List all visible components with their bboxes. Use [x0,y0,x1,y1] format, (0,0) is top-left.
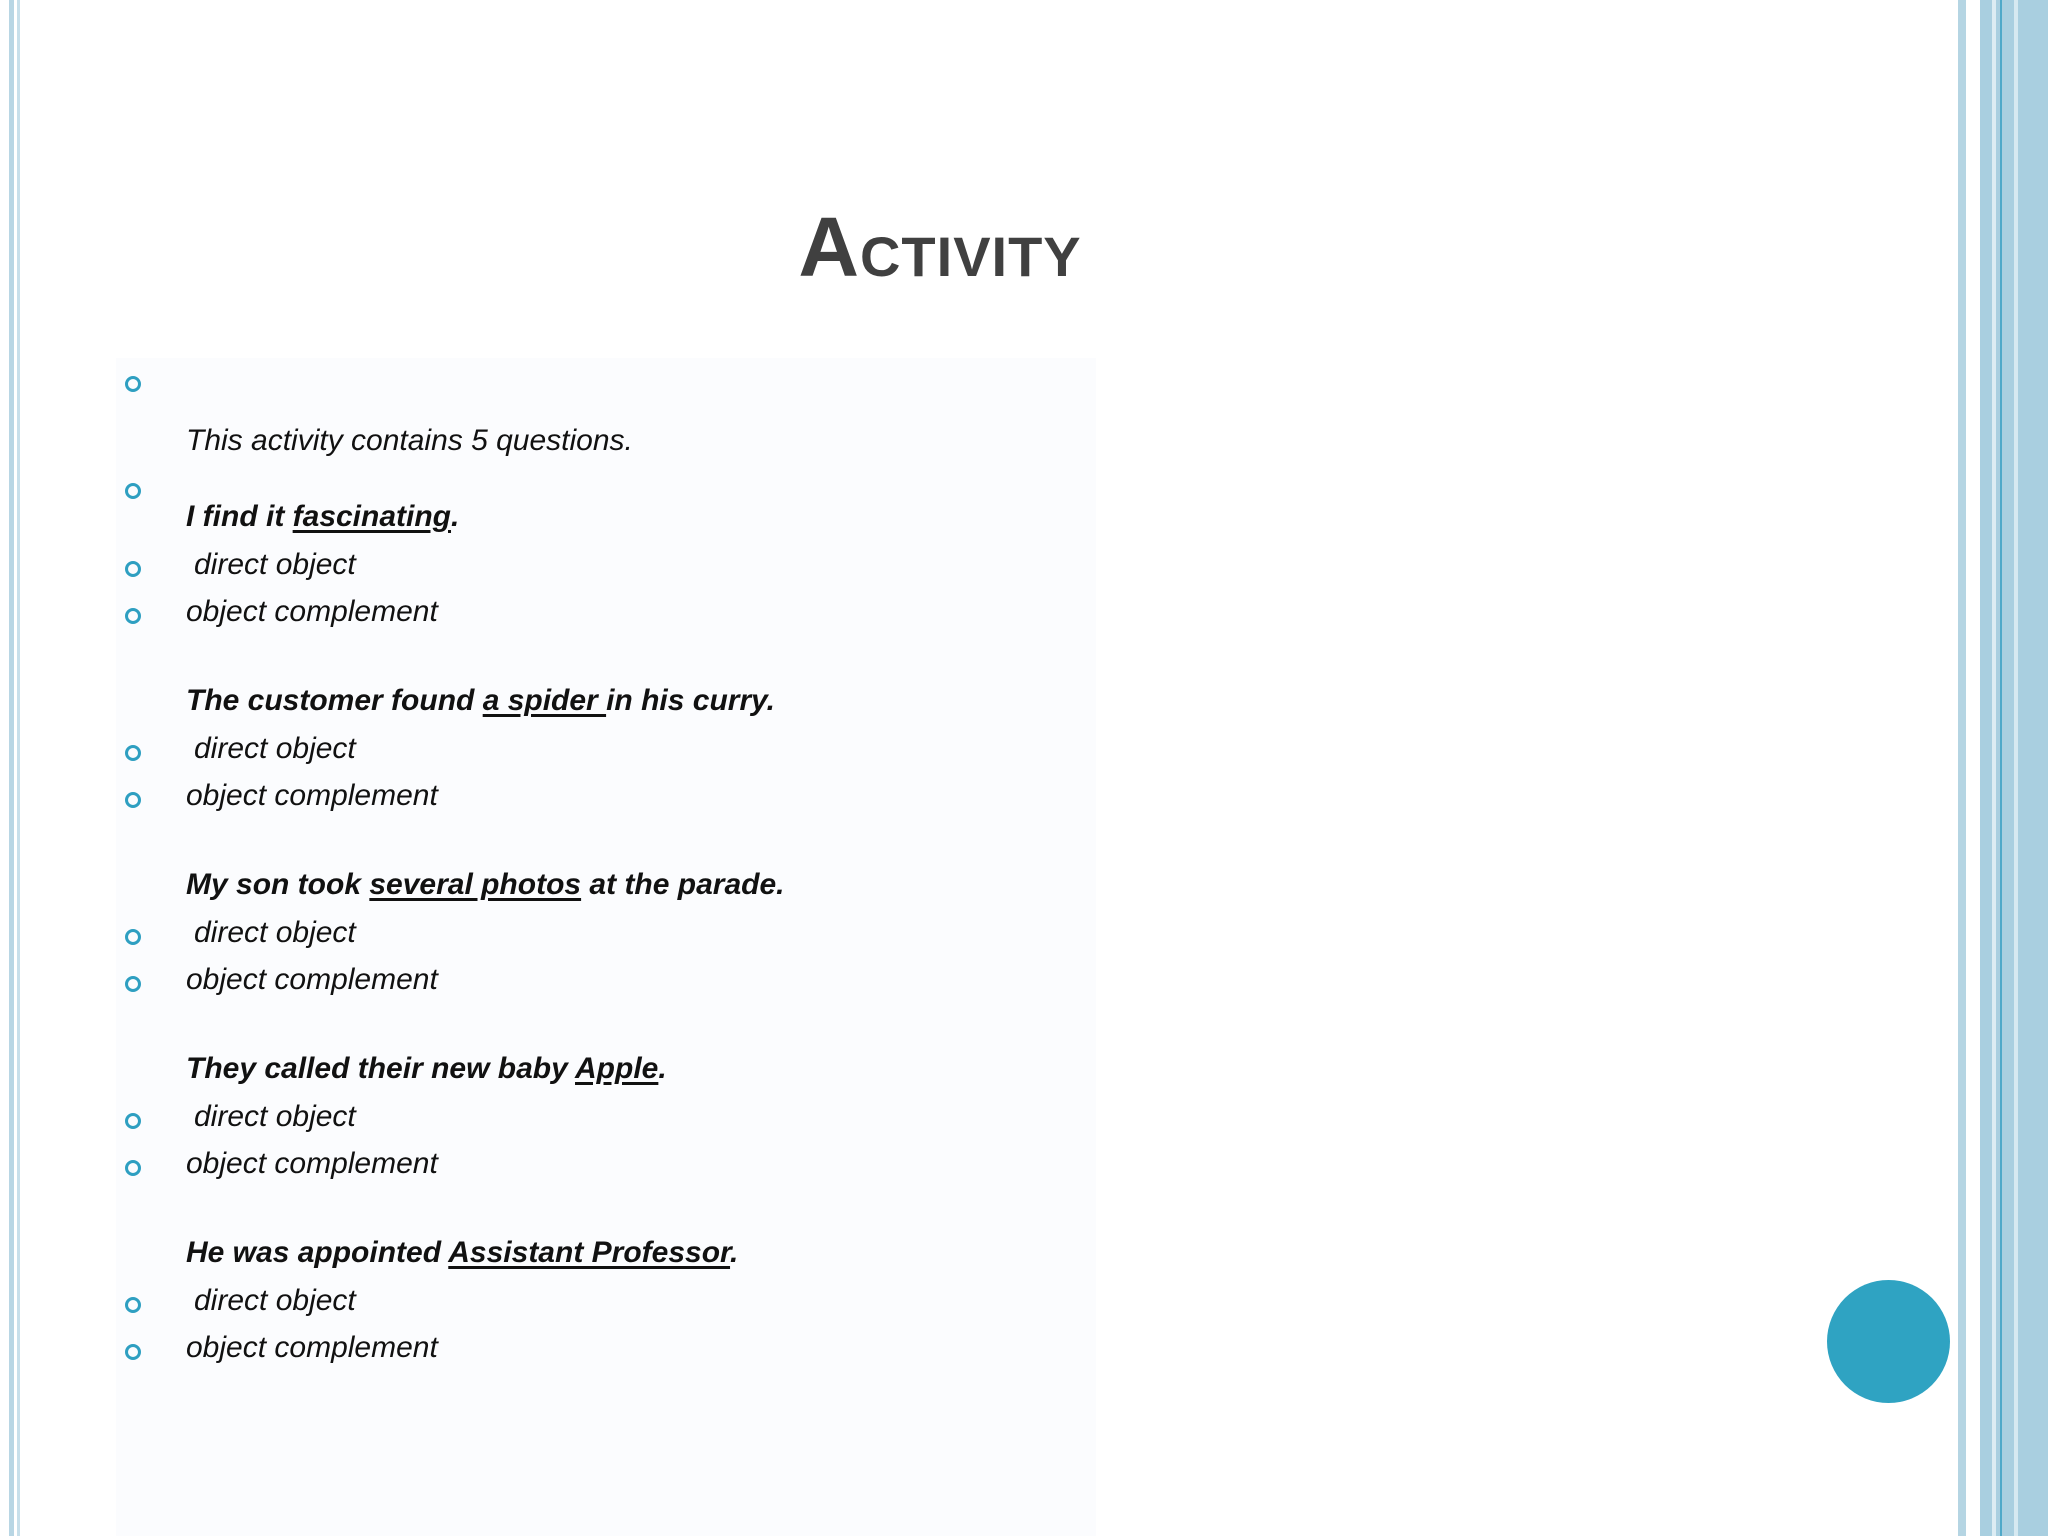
bullet-icon [125,376,141,392]
question-1-option-object-complement[interactable]: object complement [186,595,438,628]
right-border-line [1958,0,1966,1536]
question-5-option-direct-object[interactable]: direct object [194,1284,356,1317]
intro-text: This activity contains 5 questions. [186,424,633,457]
question-2-option-object-complement[interactable]: object complement [186,779,438,812]
question-3-option-object-complement[interactable]: object complement [186,963,438,996]
question-2-option-direct-object[interactable]: direct object [194,732,356,765]
right-border-gap [1992,0,1996,1536]
bullet-icon [125,976,141,992]
bullet-icon [125,483,141,499]
question-5: He was appointed Assistant Professor. [186,1236,739,1269]
bullet-icon [125,1113,141,1129]
right-border-gap-2 [2014,0,2018,1536]
question-2: The customer found a spider in his curry. [186,684,776,717]
question-5-target: Assistant Professor [448,1236,731,1269]
question-5-option-object-complement[interactable]: object complement [186,1331,438,1364]
question-1-option-direct-object[interactable]: direct object [194,548,356,581]
bullet-icon [125,792,141,808]
slide-title [0,200,1880,294]
title-rest: CTIVITY [859,225,1082,288]
question-3-option-direct-object[interactable]: direct object [194,916,356,949]
decorative-circle [1827,1280,1950,1403]
bullet-icon [125,1344,141,1360]
bullet-icon [125,608,141,624]
question-3: My son took several photos at the parade. [186,868,785,901]
title-first-letter: A [798,200,860,294]
question-1: I find it fascinating. [186,500,460,533]
bullet-icon [125,929,141,945]
question-4-option-object-complement[interactable]: object complement [186,1147,438,1180]
question-2-target: a spider [482,684,607,717]
bullet-icon [125,1297,141,1313]
question-4: They called their new baby Apple. [186,1052,667,1085]
bullet-icon [125,745,141,761]
bullet-icon [125,1160,141,1176]
right-border-accent-line [2000,0,2002,1536]
question-4-option-direct-object[interactable]: direct object [194,1100,356,1133]
question-4-target: Apple [575,1052,659,1085]
bullet-icon [125,561,141,577]
question-3-target: several photos [369,868,582,901]
question-1-target: fascinating [292,500,452,533]
